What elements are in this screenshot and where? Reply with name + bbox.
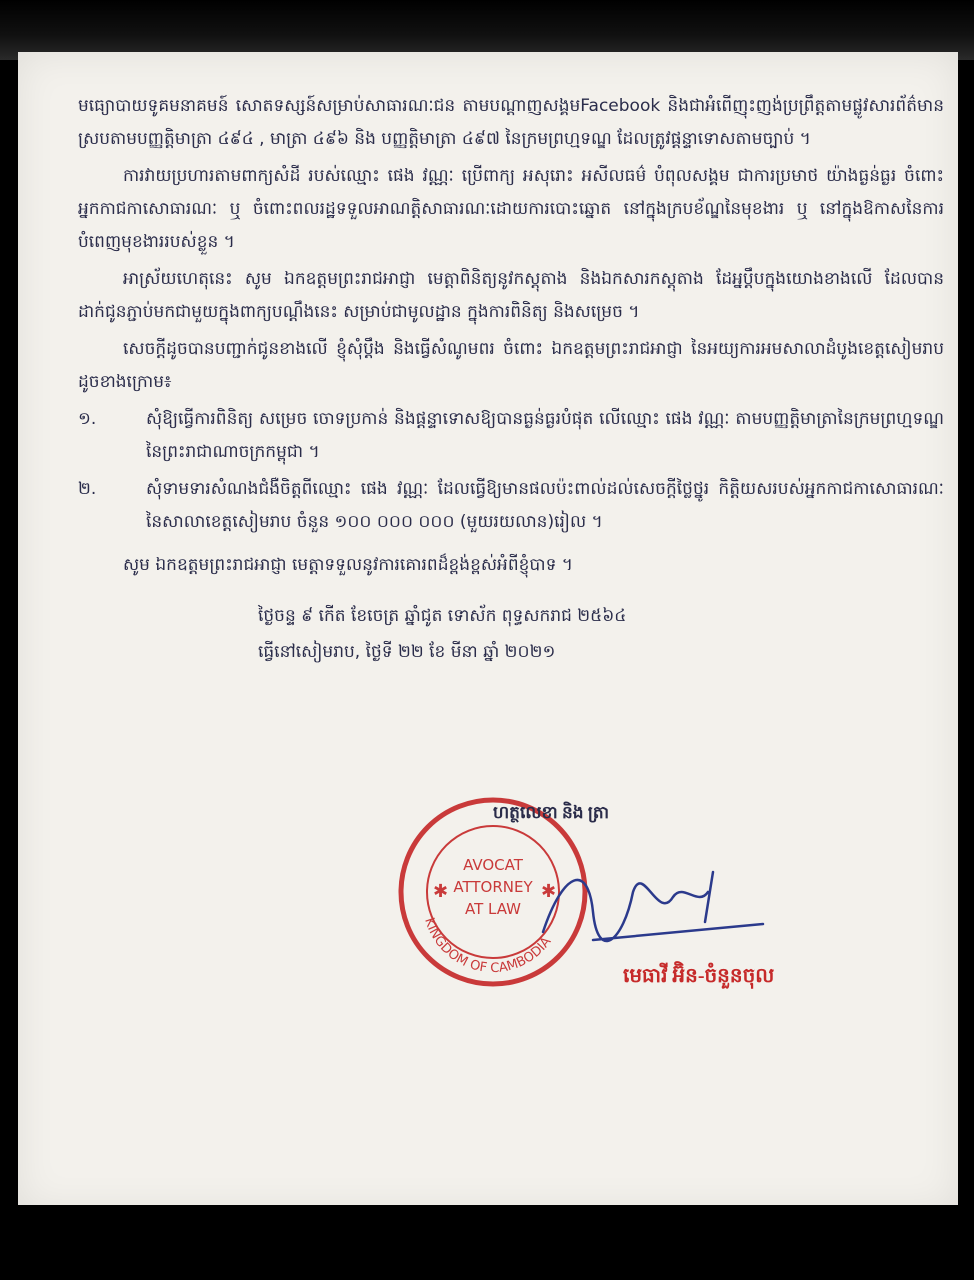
svg-text:✱: ✱: [541, 881, 557, 901]
seal-line-1: AVOCAT: [463, 856, 523, 874]
seal-line-3: AT LAW: [464, 900, 522, 918]
closing-line: សូម ឯកឧត្តមព្រះរាជអាជ្ញា មេត្តាទទួលនូវការគោរពដ៏ខ្ពង់ខ្ពស់អំពីខ្ញុំបាទ ។: [123, 555, 574, 575]
paragraph-4: សេចក្តីដូចបានបញ្ជាក់ជូនខាងលើ ខ្ញុំសុំប្តឹង និងធ្វើសំណូមពរ ចំពោះ ឯកឧត្តមព្រះរាជអាជ្ញា នៃអយ្យការអមសាលាដំបូងខេត្តសៀមរាប ដូចខាងក្រោម៖: [78, 339, 944, 392]
seal-line-2: ATTORNEY: [453, 878, 533, 896]
lawyer-name: មេធាវី អ៊ិន-ចំនួនចុល: [623, 965, 775, 987]
item-number: ២.: [78, 479, 97, 499]
document-body: [78, 90, 944, 670]
signature-title: ហត្ថលេខា និង ត្រា: [493, 803, 610, 822]
photo-bottom-border: [0, 1205, 974, 1280]
date-block: [78, 598, 944, 670]
paragraph-1: មធ្យោបាយទូគមនាគមន៍ សោតទស្សន៍សម្រាប់សាធារណៈជន តាមបណ្តាញសង្គមFacebook និងជាអំពើញុះញង់ប្រព្រឹត្តតាមផ្លូវសារព័ត៌មាន ស្របតាមបញ្ញត្តិមាត្រា ៤៩៤ , មាត្រា ៤៩៦ និង បញ្ញត្តិមាត្រា ៤៩៧ នៃក្រមព្រហ្មទណ្ឌ ដែលត្រូវផ្តន្ទាទោសតាមច្បាប់ ។: [78, 96, 944, 149]
lunar-date: ថ្ងៃចន្ទ ៩ កើត ខែចេត្រ ឆ្នាំជូត ទោស័ក ពុទ្ធសករាជ ២៥៦៤: [258, 606, 627, 626]
item-text: សុំឱ្យធ្វើការពិនិត្យ សម្រេច ចោទប្រកាន់ និងផ្តន្ទាទោសឱ្យបានធ្ងន់ធ្ងរបំផុត លើឈ្មោះ ផេង វណ្ណៈ តាមបញ្ញត្តិមាត្រានៃក្រមព្រហ្មទណ្ឌ នៃព្រះរាជាណាចក្រកម្ពុជា ។: [146, 409, 944, 462]
handwritten-signature: [533, 852, 773, 952]
request-item-2: [78, 473, 944, 539]
signature-area: [393, 792, 873, 1022]
svg-text:✱: ✱: [433, 881, 449, 901]
request-item-1: [78, 403, 944, 469]
paragraph-3: អាស្រ័យហេតុនេះ សូម ឯកឧត្តមព្រះរាជអាជ្ញា មេត្តាពិនិត្យនូវកស្តុតាង និងឯកសារកស្តុតាង ដែអ្នប្តឹបក្នុងយោងខាងលើ ដែលបានដាក់ជូនភ្ជាប់មកជាមួយក្នុងពាក្យបណ្តឹងនេះ សម្រាប់ជាមូលដ្ឋាន ក្នុងការពិនិត្យ និងសម្រេច ។: [78, 269, 944, 322]
place-date: ធ្វើនៅសៀមរាប, ថ្ងៃទី ២២ ខែ មីនា ឆ្នាំ ២០២១: [258, 642, 556, 662]
paragraph-2: ការវាយប្រហារតាមពាក្យសំដី របស់ឈ្មោះ ផេង វណ្ណៈ ប្រើពាក្យ អសុរោះ អសីលធម៌ បំពុលសង្គម ជាការប្រមាថ យ៉ាងធ្ងន់ធ្ងរ ចំពោះអ្នកកាជកាសោធារណៈ ឬ ចំពោះពលរដ្ឋទទួលអាណត្តិសាធារណៈដោយការបោះឆ្នោត នៅក្នុងក្របខ័ណ្ឌនៃមុខងារ ឬ នៅក្នុងឱកាសនៃការបំពេញមុខងាររបស់ខ្លួន ។: [78, 166, 944, 252]
seal-arc-text: KINGDOM OF CAMBODIA: [421, 916, 555, 977]
photo-top-border: [0, 0, 974, 60]
document-paper: [18, 52, 958, 1210]
item-number: ១.: [78, 409, 97, 429]
item-text: សុំទាមទារសំណងជំងឺចិត្តពីឈ្មោះ ផេង វណ្ណៈ ដែលធ្វើឱ្យមានផលប៉ះពាល់ដល់សេចក្តីថ្លៃថ្នូរ កិត្តិយសរបស់អ្នកកាជកាសោធារណៈនៃសាលាខេត្តសៀមរាប ចំនួន ១០០ ០០០ ០០០ (មួយរយលាន)រៀល ។: [146, 479, 944, 532]
